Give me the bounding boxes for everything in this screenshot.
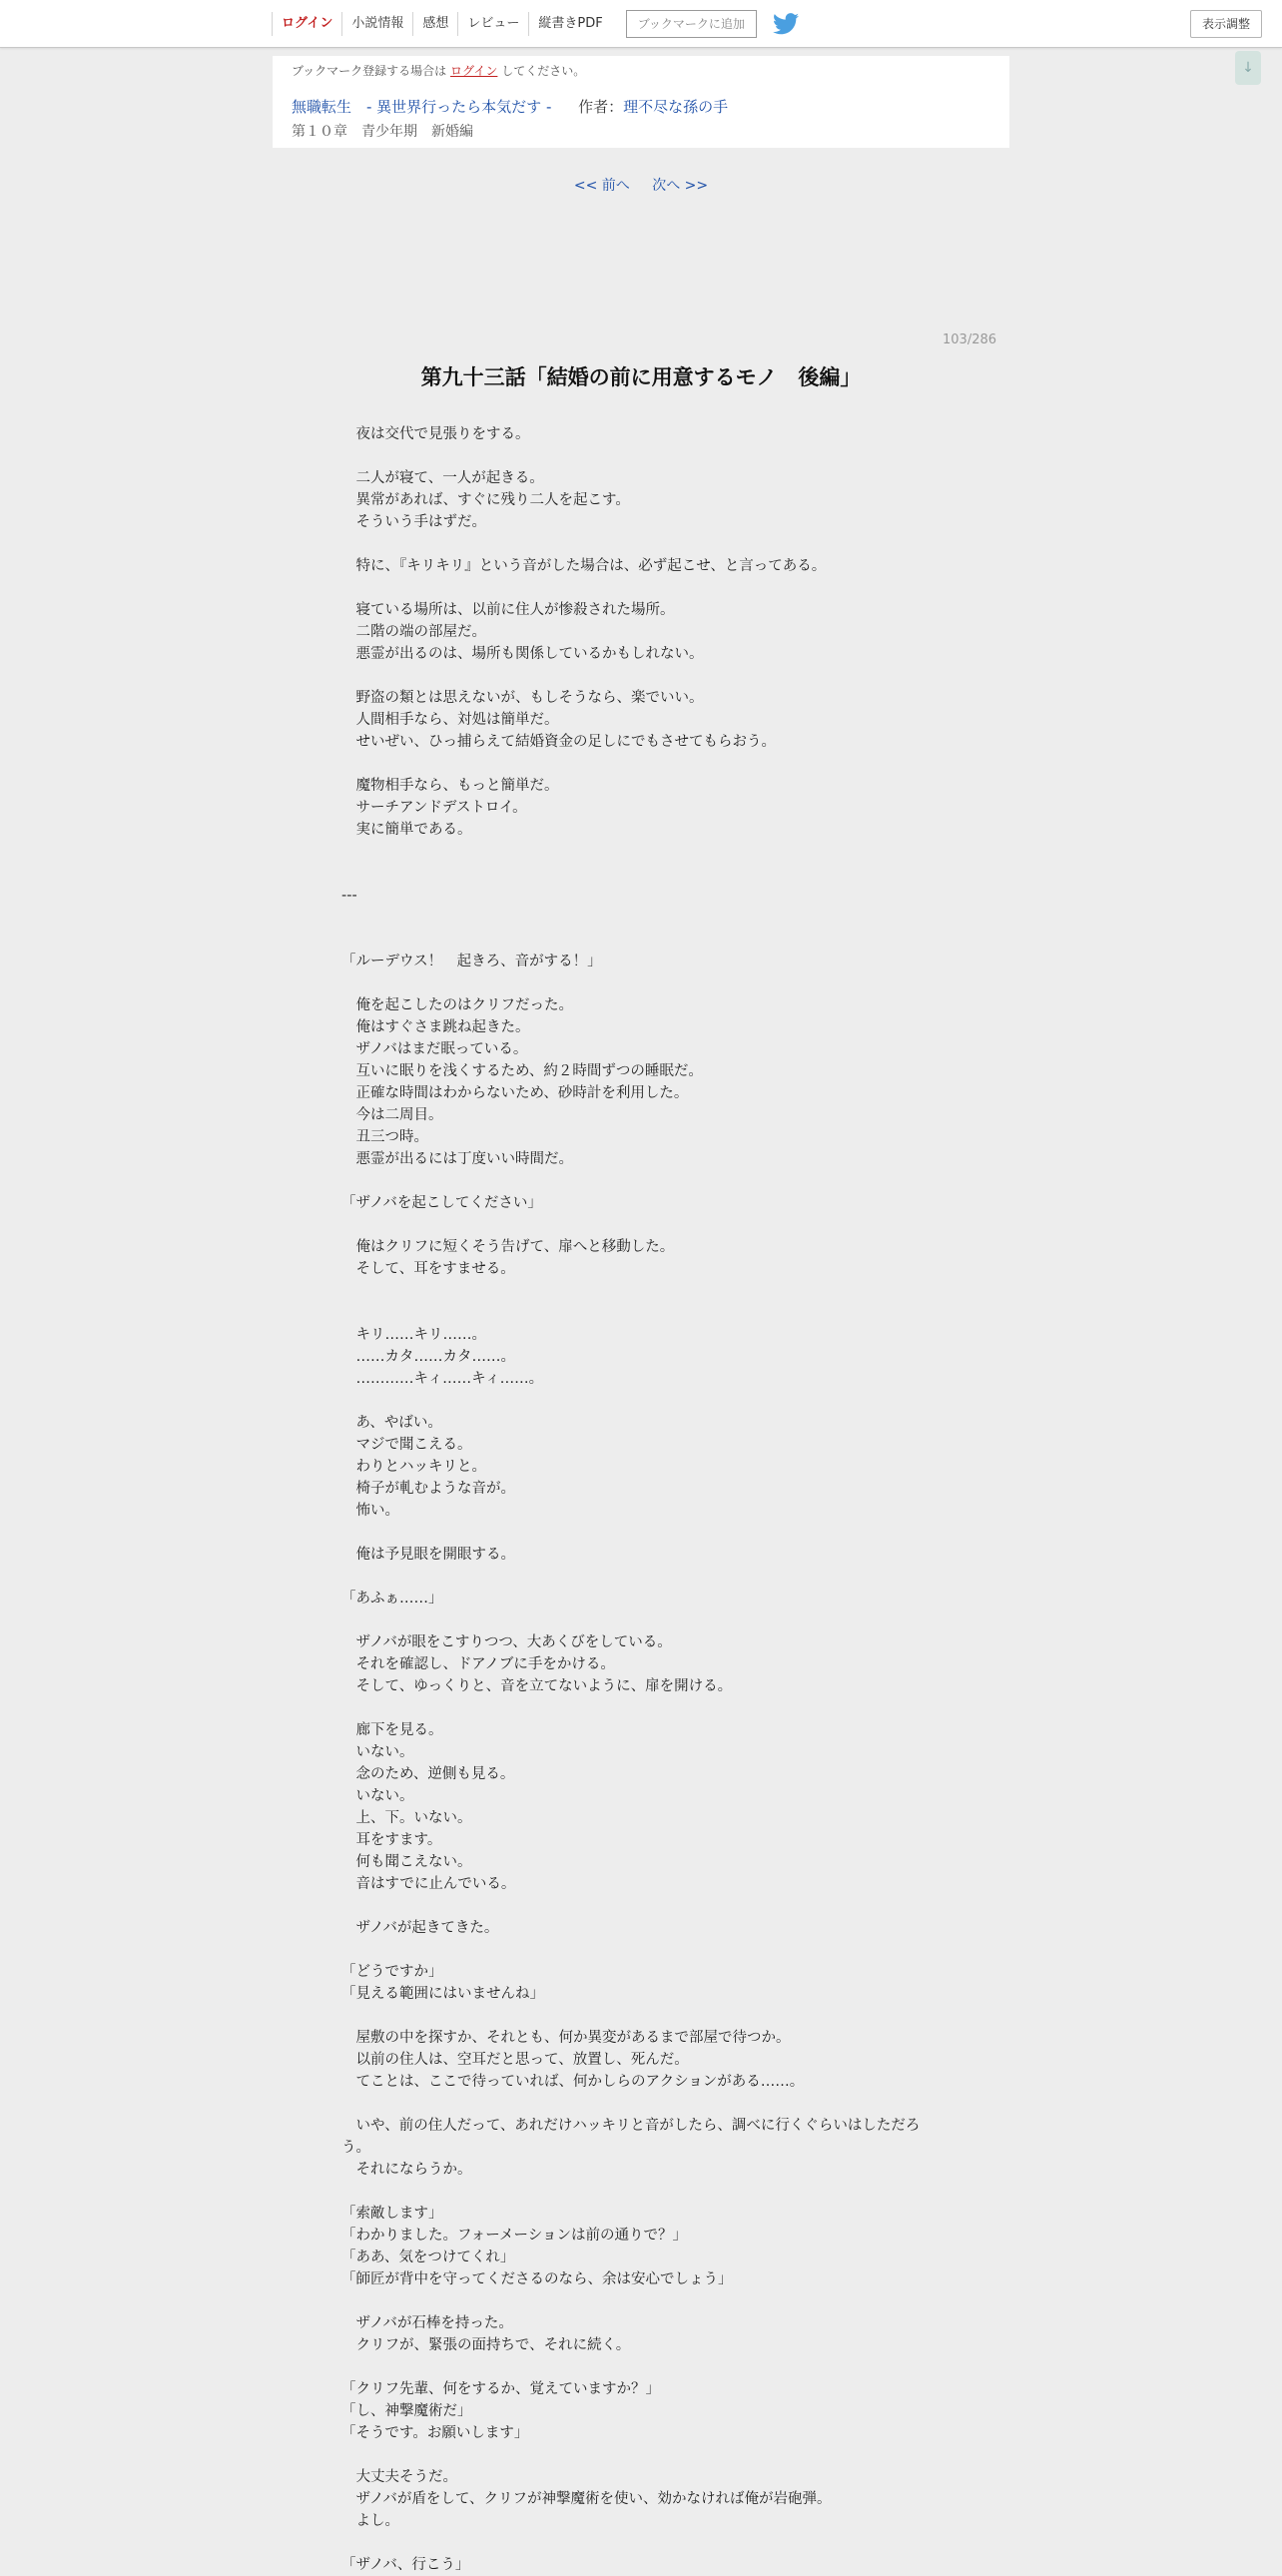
body-line <box>341 929 941 951</box>
page-number: 103/286 <box>943 332 997 347</box>
body-line: 何も聞こえない。 <box>341 1854 472 1870</box>
body-line <box>341 2005 941 2027</box>
body-line <box>341 1522 941 1544</box>
add-bookmark-button[interactable]: ブックマークに追加 <box>626 10 757 38</box>
body-line: 悪霊が出るのは、場所も関係しているかもしれない。 <box>341 646 704 662</box>
body-line <box>341 533 941 555</box>
body-line <box>341 1610 941 1631</box>
body-line <box>341 1214 941 1236</box>
body-line: 大丈夫そうだ。 <box>341 2469 457 2485</box>
body-line <box>341 2093 941 2115</box>
body-line: 野盗の類とは思えないが、もしそうなら、楽でいい。 <box>341 690 704 706</box>
body-line: わりとハッキリと。 <box>341 1459 486 1475</box>
body-line: よし。 <box>341 2513 399 2529</box>
body-line <box>341 1280 941 1302</box>
body-line: サーチアンドデストロイ。 <box>341 800 527 816</box>
body-line <box>341 1566 941 1588</box>
novel-body-text <box>341 423 941 2576</box>
body-line <box>341 1390 941 1412</box>
body-line: 屋敷の中を探すか、それとも、何か異変があるまで部屋で待つか。 <box>341 2030 791 2046</box>
login-note-link[interactable]: ログイン <box>450 64 498 78</box>
body-line: 音はすでに止んでいる。 <box>341 1876 516 1892</box>
body-line: 「どうですか」 <box>341 1964 443 1980</box>
body-line: クリフが、緊張の面持ちで、それに続く。 <box>341 2337 631 2353</box>
author-label: 作者： <box>578 98 624 116</box>
nav-impressions-link[interactable]: 感想 <box>412 12 457 36</box>
top-nav <box>272 12 799 36</box>
body-line: 椅子が軋むような音が。 <box>341 1481 515 1497</box>
nav-login-link[interactable]: ログイン <box>272 12 341 36</box>
body-line: 異常があれば、すぐに残り二人を起こす。 <box>341 492 630 508</box>
body-line: ザノバが眼をこすりつつ、大あくびをしている。 <box>341 1634 672 1650</box>
nav-novel-info-link[interactable]: 小説情報 <box>341 12 412 36</box>
body-line <box>341 1895 941 1917</box>
body-line: 俺を起こしたのはクリフだった。 <box>341 997 573 1013</box>
body-line: 人間相手なら、対処は簡単だ。 <box>341 712 559 728</box>
body-line: せいぜい、ひっ捕らえて結婚資金の足しにでもさせてもらおう。 <box>341 734 776 750</box>
body-line <box>341 665 941 687</box>
body-line <box>341 753 941 775</box>
body-line: てことは、ここで待っていれば、何かしらのアクションがある……。 <box>341 2074 805 2090</box>
body-line: 魔物相手なら、もっと簡単だ。 <box>341 778 559 794</box>
login-note-prefix: ブックマーク登録する場合は <box>292 64 447 78</box>
body-line: 夜は交代で見張りをする。 <box>341 426 530 442</box>
body-line: あ、やばい。 <box>341 1415 442 1431</box>
body-line: 廊下を見る。 <box>341 1722 443 1738</box>
body-line: …………キィ……キィ……。 <box>341 1371 544 1387</box>
body-line <box>341 1302 941 1324</box>
body-line <box>341 907 941 929</box>
body-line: 俺は予見眼を開眼する。 <box>341 1547 515 1563</box>
body-line: 丑三つ時。 <box>341 1129 428 1145</box>
body-line: 「ルーデウス！ 起きろ、音がする！」 <box>341 954 602 969</box>
body-line <box>341 2444 941 2466</box>
body-line <box>341 2532 941 2554</box>
nav-vertical-pdf-link[interactable]: 縦書きPDF <box>528 12 611 36</box>
body-line <box>341 863 941 885</box>
body-line <box>341 2290 941 2312</box>
body-line: 互いに眠りを浅くするため、約２時間ずつの睡眠だ。 <box>341 1063 703 1079</box>
novel-title-link[interactable]: 無職転生 - 異世界行ったら本気だす - <box>292 98 552 116</box>
body-line: 怖い。 <box>341 1503 399 1519</box>
body-line: ザノバが石棒を持った。 <box>341 2315 513 2331</box>
body-line <box>341 2356 941 2378</box>
body-line: ザノバが起きてきた。 <box>341 1920 499 1936</box>
body-line: いない。 <box>341 1744 414 1760</box>
body-line: そして、ゆっくりと、音を立てないように、扉を開ける。 <box>341 1678 733 1694</box>
body-line: そういう手はずだ。 <box>341 514 486 530</box>
body-line <box>341 972 941 994</box>
body-line: 「索敵します」 <box>341 2206 443 2222</box>
body-line: ザノバが盾をして、クリフが神撃魔術を使い、効かなければ俺が岩砲弾。 <box>341 2491 832 2507</box>
body-line: 耳をすます。 <box>341 1832 442 1848</box>
body-line: 寝ている場所は、以前に住人が惨殺された場所。 <box>341 602 675 618</box>
body-line: 俺はすぐさま跳ね起きた。 <box>341 1019 530 1035</box>
body-line: 「あふぁ……」 <box>341 1591 443 1607</box>
body-line: 二階の端の部屋だ。 <box>341 624 486 640</box>
body-line: 以前の住人は、空耳だと思って、放置し、死んだ。 <box>341 2052 689 2068</box>
body-line: 「見える範囲にはいませんね」 <box>341 1986 544 2002</box>
top-header <box>0 0 1282 48</box>
login-note-suffix: してください。 <box>501 64 586 78</box>
episode-title: 第九十三話「結婚の前に用意するモノ 後編」 <box>420 365 862 389</box>
body-line: 実に簡単である。 <box>341 822 472 838</box>
body-line <box>341 841 941 863</box>
body-line: 「ザノバ、行こう」 <box>341 2557 470 2573</box>
body-line <box>341 577 941 599</box>
login-note <box>292 62 585 79</box>
chapter-title: 第１０章 青少年期 新婚編 <box>292 124 473 140</box>
body-line: 今は二周目。 <box>341 1107 443 1123</box>
pager <box>0 175 1282 195</box>
body-line: いや、前の住人だって、あれだけハッキリと音がしたら、調べに行くぐらいはしただろ <box>341 2118 921 2134</box>
body-line: --- <box>341 888 357 904</box>
body-line: 「そうです。お願いします」 <box>341 2425 529 2441</box>
body-line: 「ああ、気をつけてくれ」 <box>341 2250 515 2265</box>
scroll-down-button[interactable]: ↓ <box>1235 51 1261 85</box>
body-line: ……カタ……カタ……。 <box>341 1349 515 1365</box>
body-line: 二人が寝て、一人が起きる。 <box>341 470 544 486</box>
body-line: う。 <box>341 2140 370 2156</box>
novel-info-box <box>273 56 1009 148</box>
body-line: 俺はクリフに短くそう告げて、扉へと移動した。 <box>341 1239 675 1255</box>
body-line: 念のため、逆側も見る。 <box>341 1766 515 1782</box>
body-line: 「わかりました。フォーメーションは前の通りで？」 <box>341 2228 687 2244</box>
title-row <box>292 96 728 117</box>
body-line <box>341 2181 941 2203</box>
body-line: 「し、神撃魔術だ」 <box>341 2403 472 2419</box>
body-line: 悪霊が出るには丁度いい時間だ。 <box>341 1151 573 1167</box>
body-line <box>341 1697 941 1719</box>
body-line: 特に、『キリキリ』という音がした場合は、必ず起こせ、と言ってある。 <box>341 558 827 574</box>
body-line: 上、下。いない。 <box>341 1810 472 1826</box>
body-line: ザノバはまだ眠っている。 <box>341 1041 528 1057</box>
body-line: 「ザノバを起こしてください」 <box>341 1195 542 1211</box>
body-line <box>341 445 941 467</box>
nav-review-link[interactable]: レビュー <box>457 12 528 36</box>
body-line: いない。 <box>341 1788 414 1804</box>
body-line: それを確認し、ドアノブに手をかける。 <box>341 1656 615 1672</box>
body-line <box>341 1939 941 1961</box>
author-link[interactable]: 理不尽な孫の手 <box>623 98 729 116</box>
next-page-link[interactable]: 次へ >> <box>652 178 709 194</box>
body-line: そして、耳をすませる。 <box>341 1261 515 1277</box>
body-line: 正確な時間はわからないため、砂時計を利用した。 <box>341 1085 689 1101</box>
body-line: キリ……キリ……。 <box>341 1327 486 1343</box>
twitter-icon[interactable] <box>773 13 799 35</box>
body-line: 「クリフ先輩、何をするか、覚えていますか？」 <box>341 2381 660 2397</box>
body-line <box>341 1170 941 1192</box>
body-line: マジで聞こえる。 <box>341 1437 472 1453</box>
body-line: 「師匠が背中を守ってくださるのなら、余は安心でしょう」 <box>341 2271 733 2287</box>
prev-page-link[interactable]: << 前へ <box>573 178 630 194</box>
body-line: それにならうか。 <box>341 2162 472 2178</box>
display-settings-button[interactable]: 表示調整 <box>1190 10 1262 38</box>
